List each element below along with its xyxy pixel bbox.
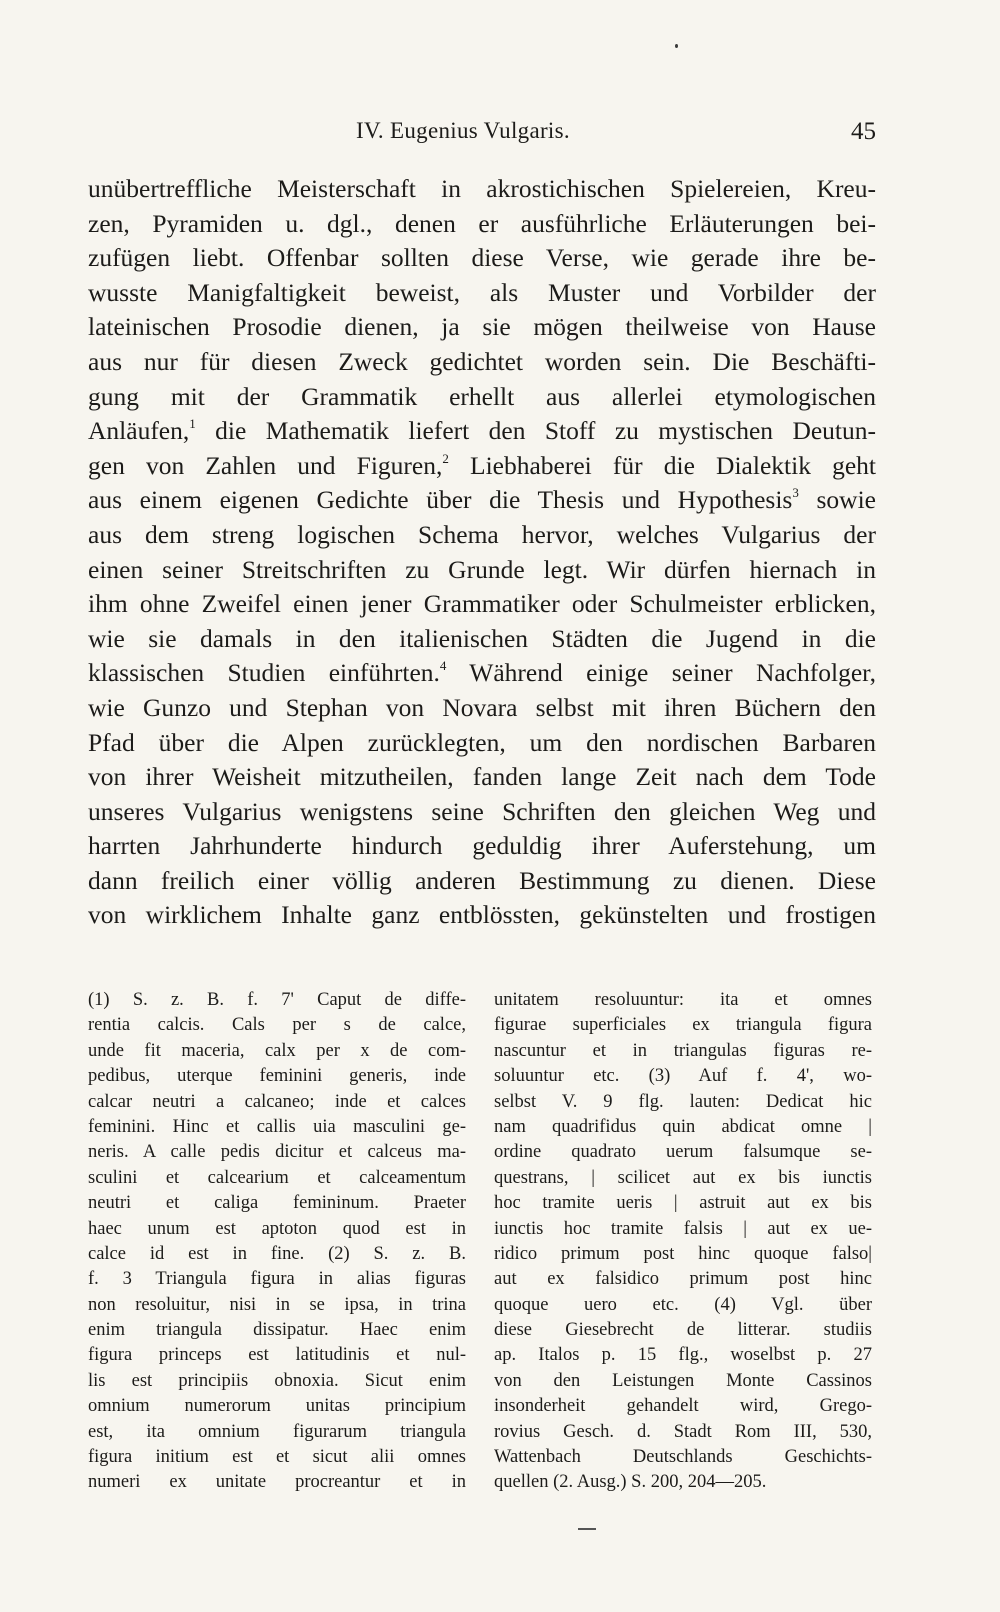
footnote-line: neutri et caliga femininum. Praeter [88,1193,466,1214]
footnote-line: enim triangula dissipatur. Haec enim [88,1320,466,1341]
ink-speck [675,44,678,48]
footnote-line: nam quadrifidus quin abdicat omne | [494,1116,872,1137]
footnote-line: ridico primum post hinc quoque falso| [494,1243,872,1264]
text-line [88,656,876,691]
text-line-start: aus einem eigenen Gedichte über die Thesis und Hypothesis [88,485,793,515]
footnotes-right-column [494,988,872,1496]
text-line [88,795,876,830]
text-line [88,864,876,899]
footnote-line: iunctis hoc tramite falsis | aut ex ue- [494,1218,872,1239]
footnote-line: soluuntur etc. (3) Auf f. 4', wo- [494,1066,872,1087]
text-line [88,898,876,933]
footnote-line: feminini. Hinc et callis uia masculini ge- [88,1116,466,1137]
page-header [88,118,876,152]
printer-mark [578,1528,596,1530]
footnote-line: numeri ex unitate procreantur et in [88,1472,466,1493]
text-line-start: aus nur für diesen Zweck gedichtet worden sein. Die Beschäfti- [88,346,876,376]
footnote-line: aut ex falsidico primum post hinc [494,1269,872,1290]
text-line [88,310,876,345]
text-line-start: von ihrer Weisheit mitzutheilen, fanden lange Zeit nach dem Tode [88,762,876,792]
text-line-start: lateinischen Prosodie dienen, ja sie mögen theilweise von Hause [88,312,876,342]
footnote-line: figura princeps est latitudinis et nul- [88,1345,466,1366]
footnote-line: figura initium est et sicut alii omnes [88,1447,466,1468]
footnote-line: diese Giesebrecht de litterar. studiis [494,1320,872,1341]
text-line [88,345,876,380]
footnote-line: von den Leistungen Monte Cassinos [494,1370,872,1391]
text-line [88,276,876,311]
footnote-line: calcar neutri a calcaneo; inde et calces [88,1091,466,1112]
text-line [88,622,876,657]
text-line [88,726,876,761]
footnote-line: lis est principiis obnoxia. Sicut enim [88,1370,466,1391]
footnote-line: rovius Gesch. d. Stadt Rom III, 530, [494,1421,872,1442]
footnote-line: rentia calcis. Cals per s de calce, [88,1015,466,1036]
footnote-line: unde fit maceria, calx per x de com- [88,1040,466,1061]
text-line [88,483,876,518]
footnote-line: est, ita omnium figurarum triangula [88,1421,466,1442]
text-line-start: wusste Manigfaltigkeit beweist, als Muster und Vorbilder der [88,277,876,307]
text-line-start: Pfad über die Alpen zurücklegten, um den nordischen Barbaren [88,727,876,757]
footnote-line: questrans, | scilicet aut ex bis iunctis [494,1167,872,1188]
text-line-start: wie sie damals in den italienischen Städten die Jugend in die [88,623,876,653]
text-line [88,172,876,207]
main-text [88,172,876,933]
footnote-marker: 4 [439,658,447,674]
footnote-line: neris. A calle pedis dicitur et calceus ma- [88,1142,466,1163]
text-line-start: wie Gunzo und Stephan von Novara selbst mit ihren Büchern den [88,692,876,722]
footnote-line: selbst V. 9 flg. lauten: Dedicat hic [494,1091,872,1112]
text-line [88,241,876,276]
footnote-line: figurae superficiales ex triangula figura [494,1015,872,1036]
text-line-start: gung mit der Grammatik erhellt aus allerlei etymologischen [88,381,876,411]
footnote-line: quoque uero etc. (4) Vgl. über [494,1294,872,1315]
text-line-start: von wirklichem Inhalte ganz entblössten, gekünstelten und frostigen [88,900,876,930]
running-title: IV. Eugenius Vulgaris. [356,118,570,143]
text-line-start: ihm ohne Zweifel einen jener Grammatiker oder Schulmeister erblicken, [88,589,876,619]
text-line-end: sowie [798,485,876,515]
footnote-line: calce id est in fine. (2) S. z. B. [88,1243,466,1264]
text-line [88,587,876,622]
text-line-start: unseres Vulgarius wenigstens seine Schriften den gleichen Weg und [88,796,876,826]
text-line-start: dann freilich einer völlig anderen Bestimmung zu dienen. Diese [88,865,876,895]
footnote-line: nascuntur et in triangulas figuras re- [494,1040,872,1061]
text-line-start: aus dem streng logischen Schema hervor, welches Vulgarius der [88,519,876,549]
footnote-line: non resoluitur, nisi in se ipsa, in trina [88,1294,466,1315]
text-line-start: harrten Jahrhunderte hindurch geduldig ihrer Auferstehung, um [88,831,876,861]
text-line [88,553,876,588]
text-line-start: unübertreffliche Meisterschaft in akrostichischen Spielereien, Kreu- [88,174,876,203]
text-line-start: zufügen liebt. Offenbar sollten diese Verse, wie gerade ihre be- [88,243,876,273]
footnote-line: hoc tramite ueris | astruit aut ex bis [494,1193,872,1214]
text-line [88,829,876,864]
footnote-line: ordine quadrato uerum falsumque se- [494,1142,872,1163]
text-line [88,449,876,484]
footnotes-left-column [88,988,466,1496]
footnote-line: quellen (2. Ausg.) S. 200, 204—205. [494,1472,767,1493]
text-line [88,691,876,726]
footnote-line: haec unum est aptoton quod est in [88,1218,466,1239]
text-line-end: Liebhaberei für die Dialektik geht [448,450,876,480]
footnote-line: (1) S. z. B. f. 7' Caput de diffe- [88,990,466,1010]
footnote-line: f. 3 Triangula figura in alias figuras [88,1269,466,1290]
text-line-start: gen von Zahlen und Figuren, [88,450,443,480]
footnote-line: Wattenbach Deutschlands Geschichts- [494,1447,872,1468]
footnote-marker: 3 [792,485,799,501]
text-line [88,380,876,415]
footnote-line: omnium numerorum unitas principium [88,1396,466,1417]
footnote-line: pedibus, uterque feminini generis, inde [88,1066,466,1087]
text-line-start: zen, Pyramiden u. dgl., denen er ausführliche Erläuterungen bei- [88,208,876,238]
footnote-marker: 2 [442,450,449,466]
text-line-start: Anläufen, [88,416,190,446]
text-line-start: klassischen Studien einführten. [88,658,440,688]
footnote-marker: 1 [189,416,196,432]
footnote-line: unitatem resoluuntur: ita et omnes [494,990,872,1010]
text-line [88,518,876,553]
footnote-line: sculini et calcearium et calceamentum [88,1167,466,1188]
footnote-line: insonderheit gehandelt wird, Grego- [494,1396,872,1417]
footnote-line: ap. Italos p. 15 flg., woselbst p. 27 [494,1345,872,1366]
text-line [88,207,876,242]
text-line-end: Während einige seiner Nachfolger, [446,658,876,688]
text-line [88,760,876,795]
text-line-end: die Mathematik liefert den Stoff zu mystischen Deutun- [195,416,876,446]
text-line-start: einen seiner Streitschriften zu Grunde legt. Wir dürfen hiernach in [88,554,876,584]
page-number: 45 [851,118,876,145]
text-line [88,414,876,449]
